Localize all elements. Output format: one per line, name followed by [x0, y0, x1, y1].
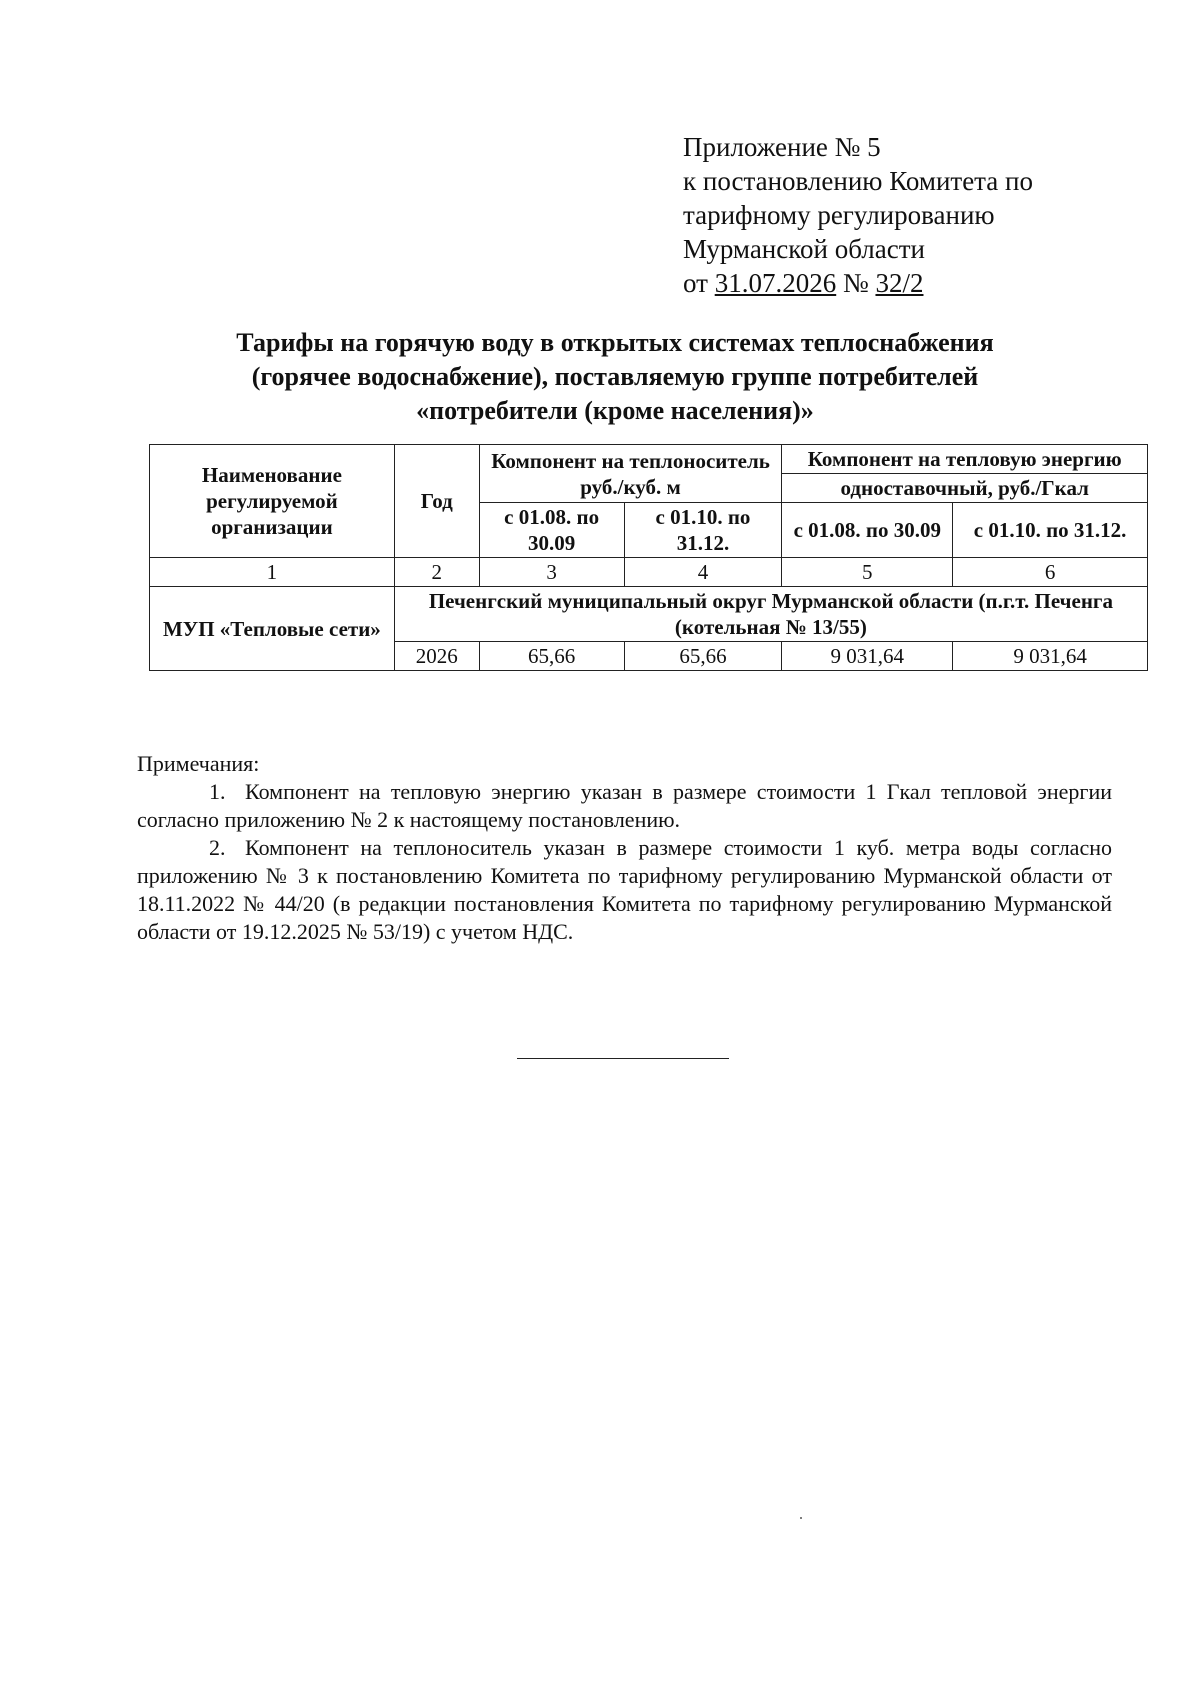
title-line-3: «потребители (кроме населения)»: [416, 396, 814, 425]
territory-row: Печенгский муниципальный округ Мурманской области (п.г.т. Печенга (котельная № 13/55): [394, 587, 1147, 642]
column-number: 5: [782, 558, 953, 587]
title-line-1: Тарифы на горячую воду в открытых системах теплоснабжения: [236, 328, 994, 357]
separator-line: [517, 1058, 729, 1059]
scan-speck: [800, 1517, 802, 1519]
note-text: Компонент на тепловую энергию указан в размере стоимости 1 Гкал тепловой энергии согласно приложению № 2 к настоящему постановлению.: [137, 779, 1112, 832]
cell-carrier-period-1: 65,66: [479, 642, 624, 671]
header-period-carrier-1: с 01.08. по 30.09: [479, 503, 624, 558]
column-number: 3: [479, 558, 624, 587]
appendix-number-sign: №: [836, 268, 876, 298]
cell-year: 2026: [394, 642, 479, 671]
column-number: 1: [150, 558, 395, 587]
appendix-prefix: от: [683, 268, 715, 298]
document-title: [150, 326, 1080, 428]
appendix-line-1: Приложение № 5: [683, 132, 881, 162]
header-period-carrier-2: с 01.10. по 31.12.: [624, 503, 782, 558]
appendix-header: [683, 130, 1103, 300]
column-number: 4: [624, 558, 782, 587]
note-item: [137, 834, 1112, 946]
header-org-name: Наименование регулируемой организации: [150, 445, 395, 558]
organization-name: МУП «Тепловые сети»: [150, 587, 395, 671]
header-energy-rate: одноставочный, руб./Гкал: [782, 474, 1148, 503]
header-period-energy-2: с 01.10. по 31.12.: [953, 503, 1148, 558]
note-item: [137, 778, 1112, 834]
title-line-2: (горячее водоснабжение), поставляемую группе потребителей: [251, 362, 979, 391]
appendix-line-2: к постановлению Комитета по: [683, 166, 1033, 196]
header-year: Год: [394, 445, 479, 558]
appendix-date: 31.07.2026: [714, 268, 837, 298]
header-carrier-component: Компонент на теплоноситель руб./куб. м: [479, 445, 782, 503]
header-energy-component: Компонент на тепловую энергию: [782, 445, 1148, 474]
tariff-table: [149, 444, 1148, 671]
cell-carrier-period-2: 65,66: [624, 642, 782, 671]
column-number-row: [150, 558, 1148, 587]
appendix-line-4: Мурманской области: [683, 234, 925, 264]
cell-energy-period-1: 9 031,64: [782, 642, 953, 671]
appendix-number: 32/2: [875, 268, 924, 298]
column-number: 6: [953, 558, 1148, 587]
note-text: Компонент на теплоноситель указан в размере стоимости 1 куб. метра воды согласно приложению № 3 к постановлению Комитета по тарифному регулированию Мурманской области от 18.11.2022 № 44/20 (в редакции постановления Комитета по тарифному регулированию Мурманской области от 19.12.2025 № 53/19) с учетом НДС.: [137, 835, 1112, 944]
notes-section: [137, 750, 1112, 946]
appendix-date-line: [683, 266, 1103, 300]
cell-energy-period-2: 9 031,64: [953, 642, 1148, 671]
note-number: 1.: [209, 779, 226, 804]
appendix-line-3: тарифному регулированию: [683, 200, 995, 230]
header-period-energy-1: с 01.08. по 30.09: [782, 503, 953, 558]
column-number: 2: [394, 558, 479, 587]
notes-heading: Примечания:: [137, 751, 260, 776]
note-number: 2.: [209, 835, 226, 860]
